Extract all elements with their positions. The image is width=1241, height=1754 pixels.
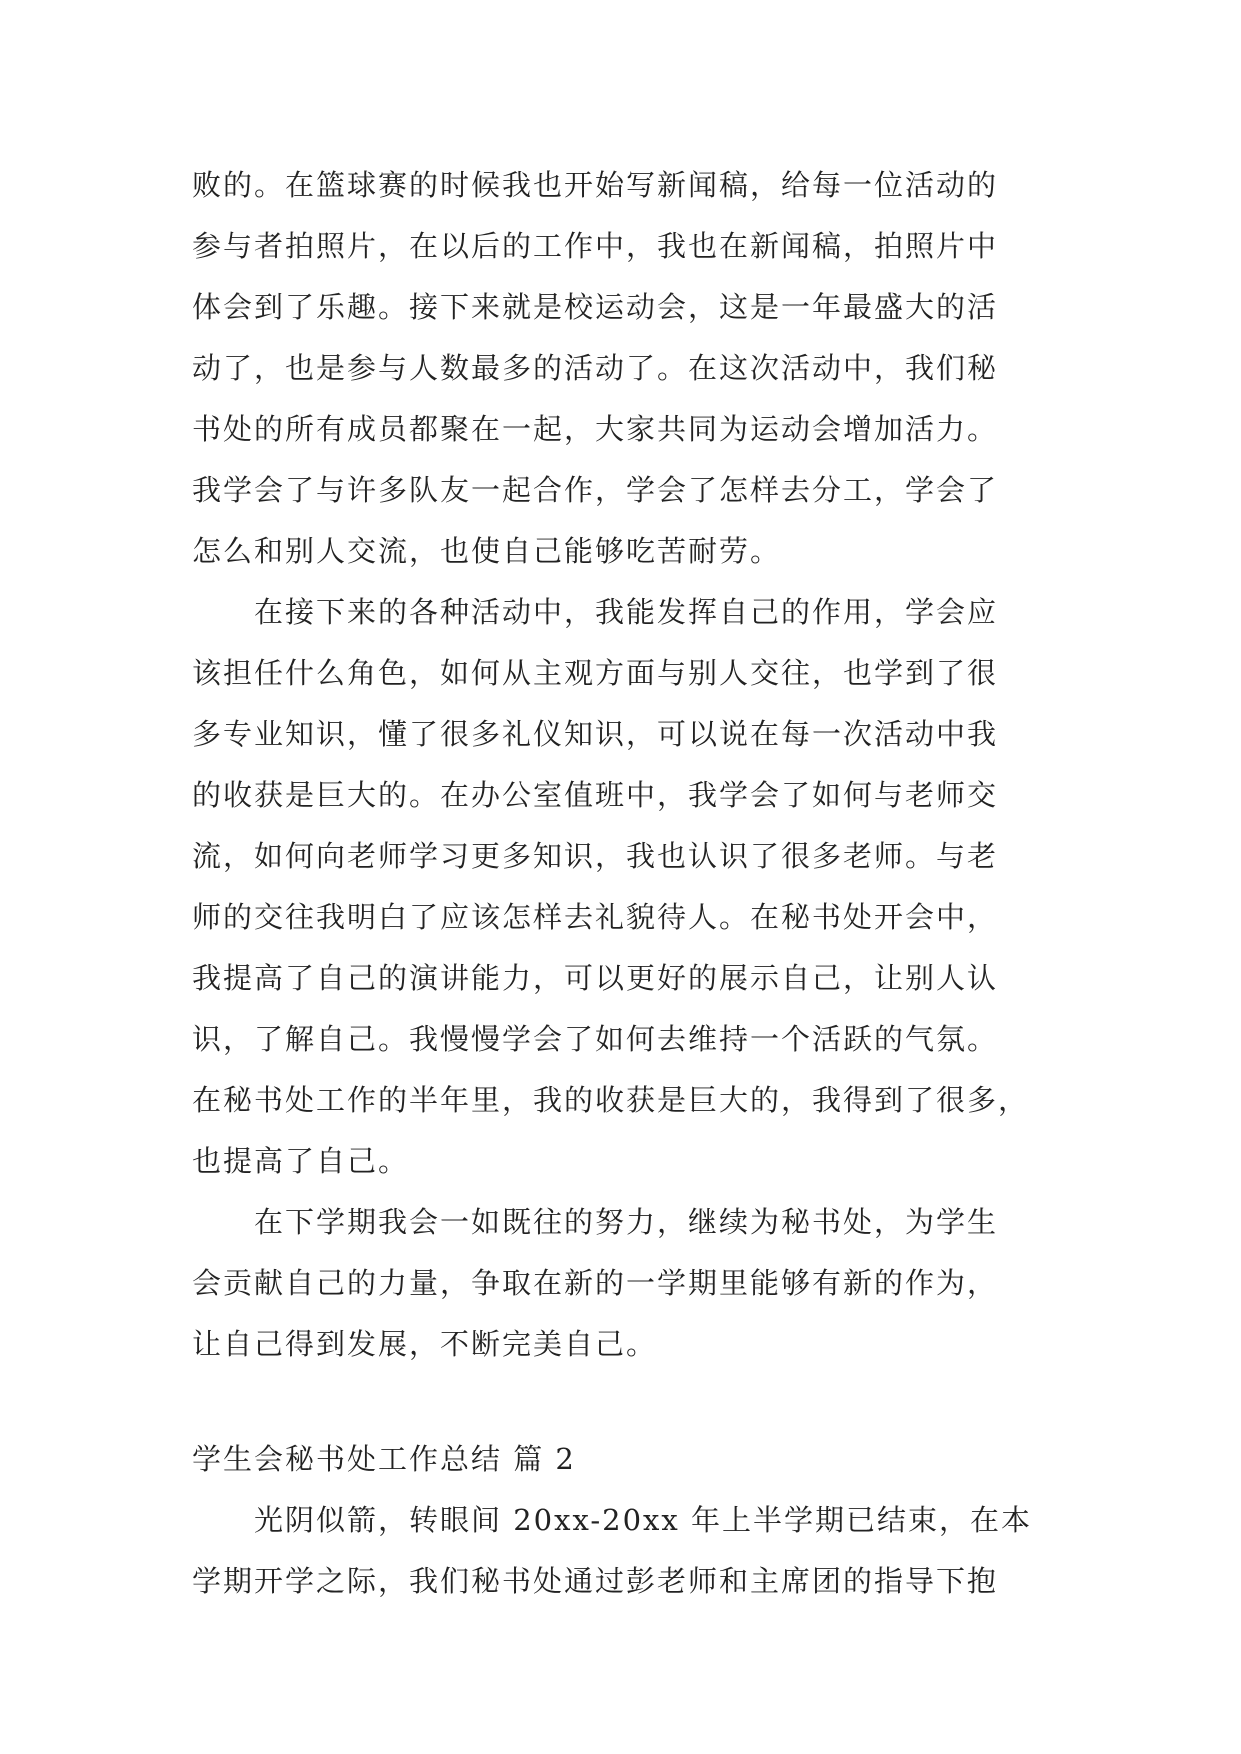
text-line: 在接下来的各种活动中，我能发挥自己的作用，学会应 [254, 595, 999, 629]
text-line: 我学会了与许多队友一起合作，学会了怎样去分工，学会了 [192, 473, 999, 507]
text-line: 我提高了自己的演讲能力，可以更好的展示自己，让别人认 [192, 961, 999, 995]
section-heading: 学生会秘书处工作总结 篇 2 [192, 1442, 576, 1476]
text-line: 在秘书处工作的半年里，我的收获是巨大的，我得到了很多， [192, 1083, 1030, 1117]
paragraph-1 [192, 155, 1050, 582]
paragraph-2 [192, 582, 1050, 1192]
text-line: 也提高了自己。 [192, 1144, 410, 1178]
paragraph-4 [192, 1490, 1050, 1612]
text-line: 会贡献自己的力量，争取在新的一学期里能够有新的作为， [192, 1266, 999, 1300]
text-line: 识，了解自己。我慢慢学会了如何去维持一个活跃的气氛。 [192, 1022, 999, 1056]
text-line: 败的。在篮球赛的时候我也开始写新闻稿，给每一位活动的 [192, 168, 999, 202]
text-line: 在下学期我会一如既往的努力，继续为秘书处，为学生 [254, 1205, 999, 1239]
text-line: 让自己得到发展，不断完美自己。 [192, 1327, 658, 1361]
text-line: 书处的所有成员都聚在一起，大家共同为运动会增加活力。 [192, 412, 999, 446]
text-line: 师的交往我明白了应该怎样去礼貌待人。在秘书处开会中， [192, 900, 999, 934]
text-line: 光阴似箭，转眼间 20xx-20xx 年上半学期已结束，在本 [254, 1503, 1032, 1537]
document-body [192, 155, 1050, 1612]
text-line: 体会到了乐趣。接下来就是校运动会，这是一年最盛大的活 [192, 290, 999, 324]
text-line: 怎么和别人交流，也使自己能够吃苦耐劳。 [192, 534, 782, 568]
text-line: 的收获是巨大的。在办公室值班中，我学会了如何与老师交 [192, 778, 999, 812]
text-line: 参与者拍照片，在以后的工作中，我也在新闻稿，拍照片中 [192, 229, 999, 263]
text-line: 流，如何向老师学习更多知识，我也认识了很多老师。与老 [192, 839, 999, 873]
text-line: 该担任什么角色，如何从主观方面与别人交往，也学到了很 [192, 656, 999, 690]
paragraph-3 [192, 1192, 1050, 1375]
text-line: 动了，也是参与人数最多的活动了。在这次活动中，我们秘 [192, 351, 999, 385]
text-line: 多专业知识，懂了很多礼仪知识，可以说在每一次活动中我 [192, 717, 999, 751]
text-line: 学期开学之际，我们秘书处通过彭老师和主席团的指导下抱 [192, 1564, 999, 1598]
